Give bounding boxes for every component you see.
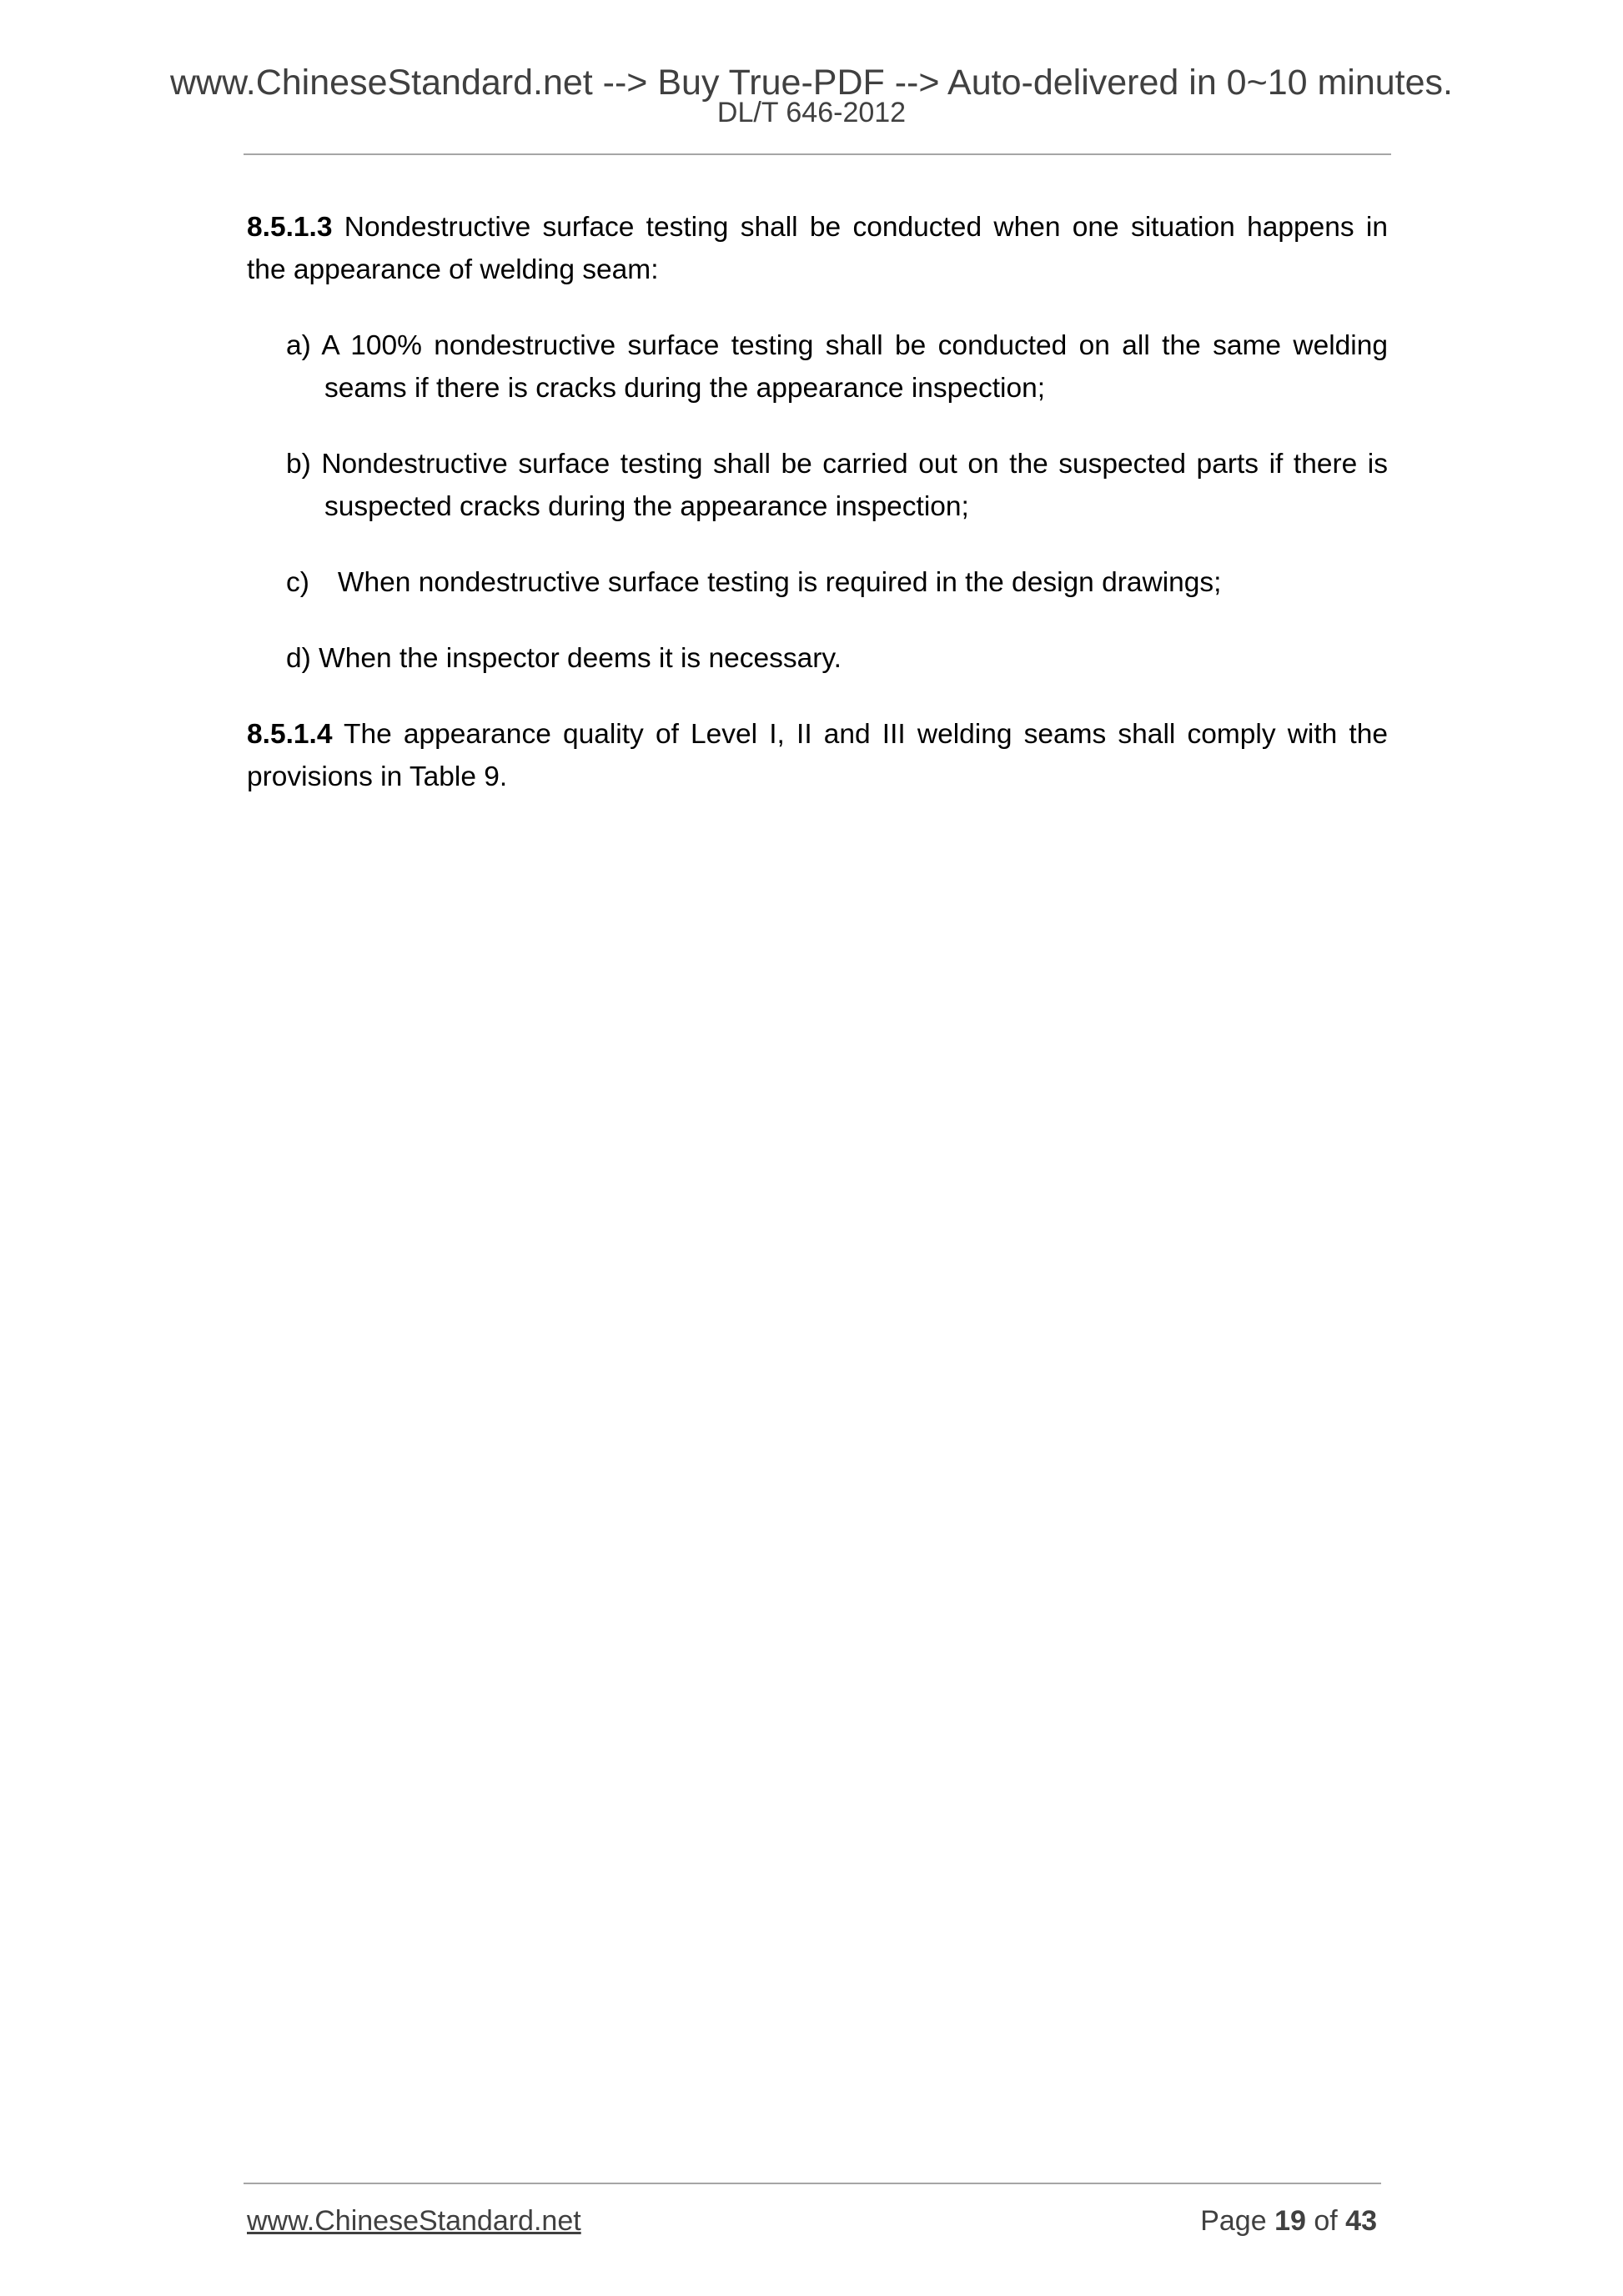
header-divider xyxy=(244,153,1391,155)
list-marker: b) xyxy=(286,449,311,480)
clause-text: Nondestructive surface testing shall be conducted when one situation happens in the appearance of welding seam: xyxy=(247,212,1388,285)
list-item-a xyxy=(286,324,1388,409)
list-item-d xyxy=(286,637,1388,680)
list-text: When the inspector deems it is necessary. xyxy=(319,643,842,674)
page-number xyxy=(1200,2204,1377,2238)
list-marker: a) xyxy=(286,330,311,361)
clause-number: 8.5.1.3 xyxy=(247,212,333,243)
page-current: 19 xyxy=(1274,2205,1306,2237)
page-of: of xyxy=(1314,2205,1338,2237)
clause-8-5-1-4 xyxy=(247,713,1388,798)
clause-number: 8.5.1.4 xyxy=(247,719,333,750)
watermark-banner: www.ChineseStandard.net --> Buy True-PDF --> Auto-delivered in 0~10 minutes. xyxy=(169,63,1453,103)
clause-text: The appearance quality of Level I, II and III welding seams shall comply with the provisions in Table 9. xyxy=(247,719,1389,792)
list-text: When nondestructive surface testing is required in the design drawings; xyxy=(337,567,1222,598)
list-text: Nondestructive surface testing shall be carried out on the suspected parts if there is suspected cracks during the appearance inspection; xyxy=(321,449,1388,522)
page-label: Page xyxy=(1200,2205,1267,2237)
page-total: 43 xyxy=(1345,2205,1377,2237)
list-marker: c) xyxy=(286,567,309,598)
footer-website-link[interactable]: www.ChineseStandard.net xyxy=(247,2205,581,2237)
list-item-b xyxy=(286,443,1388,528)
list-text: A 100% nondestructive surface testing shall be conducted on all the same welding seams if there is cracks during the appearance inspection; xyxy=(321,330,1388,404)
list-item-c xyxy=(286,561,1388,604)
list-marker: d) xyxy=(286,643,311,674)
document-code: DL/T 646-2012 xyxy=(716,97,907,128)
page-content xyxy=(247,206,1388,831)
footer-divider xyxy=(244,2183,1381,2184)
clause-8-5-1-3 xyxy=(247,206,1388,291)
